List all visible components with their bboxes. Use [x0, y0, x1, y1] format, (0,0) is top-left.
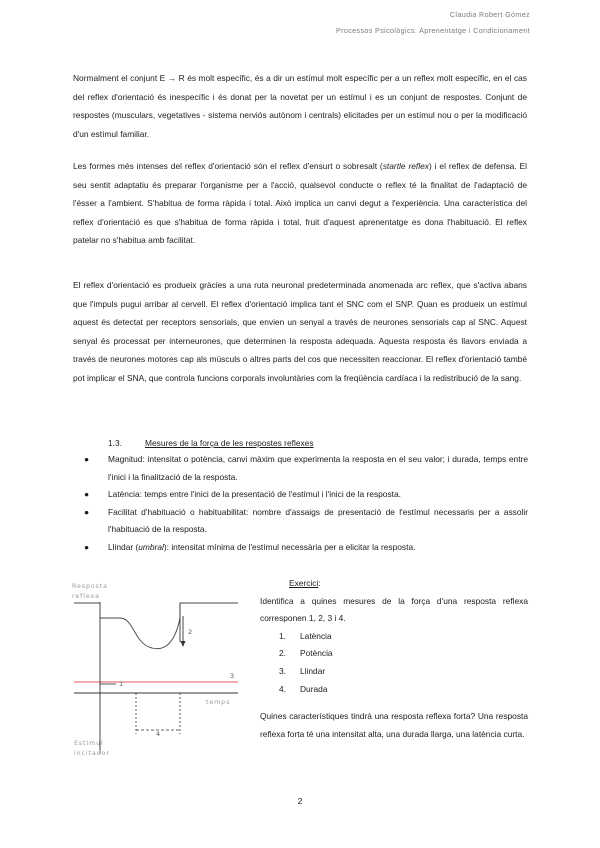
- exercise-title: [260, 575, 528, 593]
- option-label: Latència: [300, 630, 332, 641]
- list-item-text-b: ): intensitat mínima de l'estímul necessària per a elicitar la resposta.: [163, 541, 416, 552]
- x-axis-label: temps: [206, 699, 231, 706]
- marker-4: 4: [156, 730, 161, 738]
- option-number: 2.: [279, 648, 286, 659]
- paragraph-2-text-b: ) i el reflex de defensa. El seu sentit adaptatiu és preparar l'organisme per a l'acció, qualsevol conducte o reflex té la finalitat de l'adaptació de l'ésser a l'ambient. S'habitua de forma ràpida i total. Això implica un canvi degut a l'experiència. Una característica del reflex d'orientació es que s'habitua de forma ràpida i total, fruit d'aquest aprenentatge es dona l'habituació. El reflex patelar no s'habitua amb facilitat.: [73, 161, 527, 246]
- exercise-answer: Quines característiques tindrà una resposta reflexa forta? Una resposta reflexa forta té una intensitat alta, una durada llarga, una latència curta.: [260, 711, 528, 739]
- exercise-question: Identifica a quines mesures de la força d'una resposta reflexa corresponen 1, 2, 3 i 4.: [260, 595, 528, 624]
- paragraph-3: El reflex d'orientació es produeix gràcies a una ruta neuronal predeterminada anomenada arc reflex, que s'activa abans que l'impuls pugui arribar al cervell. El reflex d'orientació implica tant el SNC com el SNP. Quan es produeix un estímul aquest és detectat per receptors sensorials, que envien un senyal a través de neurones sensorials cap al SNC. Aquest senyal és processat per interneurones, que determinen la resposta adequada. Aquesta resposta és llavors enviada a través de neurones motores cap als músculs o altres parts del cos que necessiten reaccionar. El reflex d'orientació també pot implicar el SNA, que controla funcions corporals involuntàries com la freqüència cardíaca i la redistribució de la sang.: [73, 280, 527, 383]
- page-number: 2: [297, 796, 303, 806]
- list-item-text-a: Llindar (: [108, 541, 139, 552]
- bullet-icon: ●: [84, 454, 90, 464]
- bullet-icon: ●: [84, 541, 90, 552]
- y-label-line2: reflexa: [72, 593, 100, 600]
- response-curve: [74, 603, 238, 649]
- option-number: 1.: [279, 630, 286, 641]
- list-item: [266, 681, 528, 699]
- marker-2: 2: [188, 628, 193, 636]
- page-header: [230, 10, 530, 40]
- marker-1: 1: [119, 680, 124, 688]
- y-label-line1: Resposta: [72, 583, 108, 590]
- list-item-italic: umbral: [138, 541, 164, 552]
- list-item-text: Facilitat d'habituació o habituabilitat: nombre d'assaigs de presentació de l'estímul necessaris per a assolir l'habituació de la resposta.: [108, 506, 528, 535]
- section-title: Mesures de la força de les respostes reflexes: [145, 438, 314, 448]
- marker-3: 3: [230, 672, 235, 680]
- exercise-options: [260, 628, 528, 698]
- reflex-response-figure: [72, 576, 242, 758]
- option-number: 3.: [279, 665, 286, 676]
- stimulus-label-line1: Estímul: [74, 740, 104, 747]
- paragraph-2-text-a: Les formes més intenses del reflex d'orientació són el reflex d'ensurt o sobresalt (: [73, 161, 383, 171]
- paragraph-2: [73, 157, 527, 250]
- section-heading: [108, 437, 314, 449]
- magnitude-arrowhead-icon: [181, 641, 186, 647]
- section-number: 1.3.: [108, 438, 122, 448]
- stimulus-label-line2: incitador: [74, 750, 110, 757]
- list-item: [266, 628, 528, 646]
- list-item: [84, 504, 528, 539]
- header-subject: Processos Psicològics: Aprenentatge i Condicionament: [336, 26, 530, 35]
- list-item: [84, 451, 528, 486]
- option-label: Durada: [300, 683, 328, 694]
- measures-list: [84, 451, 528, 557]
- list-item: [266, 645, 528, 663]
- option-number: 4.: [279, 683, 286, 694]
- list-item-text: Latència: temps entre l'inici de la presentació de l'estímul i l'inici de la resposta.: [108, 489, 401, 500]
- paragraph-2-italic: startle reflex: [382, 161, 429, 171]
- option-label: Potència: [300, 648, 333, 659]
- exercise-title-suffix: :: [318, 578, 321, 588]
- option-label: Llindar: [300, 665, 326, 676]
- list-item: [266, 663, 528, 681]
- list-item: [84, 539, 528, 557]
- exercise-title-text: Exercici: [289, 578, 319, 588]
- paragraph-1: Normalment el conjunt E → R és molt específic, és a dir un estímul molt específic per a un reflex molt específic, en el cas del reflex d'orientació és inespecífic i és donat per la novetat per un estímul i es un conjunt de respostes. Conjunt de respostes (musculars, vegetatives - sistema nerviós autònom i centrals) elicitades per un estímul nou o per la modificació d'un estímul familiar.: [73, 73, 527, 139]
- bullet-icon: ●: [84, 489, 90, 500]
- bullet-icon: ●: [84, 506, 90, 517]
- list-item-text: Magnitud: intensitat o potència, canvi màxim que experimenta la resposta en el seu valor; i durada, temps entre l'inici i la finalització de la resposta.: [108, 454, 528, 482]
- header-author: Claudia Robert Gómez: [449, 10, 530, 19]
- list-item: [84, 486, 528, 504]
- exercise-box: [260, 575, 528, 743]
